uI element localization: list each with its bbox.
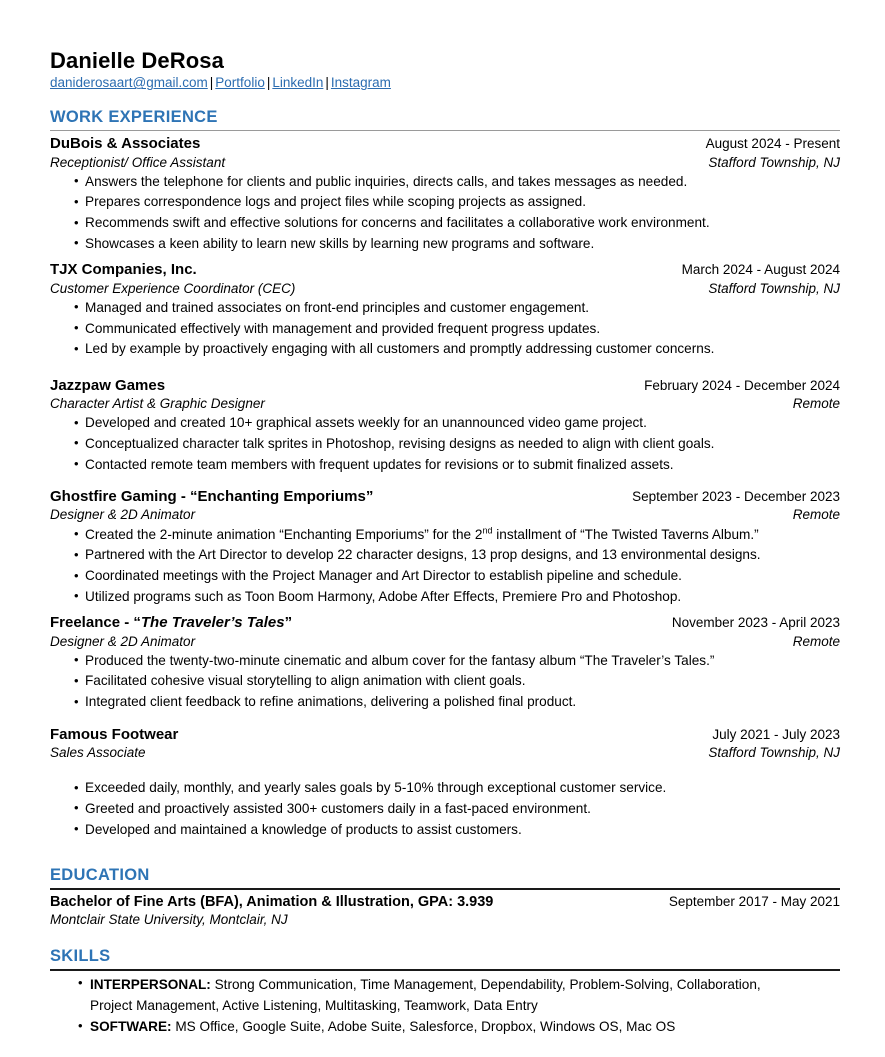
job-company: Jazzpaw Games bbox=[50, 376, 166, 394]
skill-label: SOFTWARE: bbox=[90, 1019, 172, 1035]
job-subheader-row bbox=[50, 744, 840, 761]
contact-separator-1: | bbox=[209, 75, 214, 91]
education-date: September 2017 - May 2021 bbox=[668, 894, 840, 910]
contact-separator-3: | bbox=[325, 75, 329, 91]
job-company-title-italic: The Traveler’s Tales bbox=[140, 614, 285, 632]
spacer bbox=[50, 475, 840, 487]
job-company-prefix: Ghostfire Gaming - bbox=[50, 488, 191, 506]
job-header-row bbox=[50, 613, 840, 632]
job-location: Remote bbox=[792, 396, 840, 411]
job-location: Stafford Township, NJ bbox=[708, 154, 840, 170]
list-item: • Developed and maintained a knowledge of products to assist customers. bbox=[50, 820, 840, 841]
job-company-title-quoted: “Enchanting Emporiums” bbox=[190, 488, 374, 506]
bullet-text-post: installment of “The Twisted Taverns Album.” bbox=[492, 526, 759, 542]
list-item: • Integrated client feedback to refine animations, delivering a polished final product. bbox=[50, 692, 840, 713]
list-item: • Coordinated meetings with the Project Manager and Art Director to establish pipeline and schedule. bbox=[50, 566, 840, 587]
portfolio-link[interactable]: Portfolio bbox=[215, 75, 265, 91]
job-entry-jazzpaw bbox=[50, 376, 840, 475]
list-item: • Facilitated cohesive visual storytelling to align animation with client goals. bbox=[50, 671, 840, 692]
job-subheader-row bbox=[50, 280, 840, 297]
job-company-prefix: Freelance - “ bbox=[50, 614, 141, 632]
spacer bbox=[50, 713, 840, 725]
skill-label: INTERPERSONAL: bbox=[90, 976, 211, 992]
instagram-link[interactable]: Instagram bbox=[330, 75, 391, 91]
education-header-row bbox=[50, 893, 840, 912]
job-subheader-row bbox=[50, 633, 840, 650]
job-company: DuBois & Associates bbox=[50, 135, 201, 153]
job-company: TJX Companies, Inc. bbox=[50, 261, 197, 279]
job-role: Receptionist/ Office Assistant bbox=[50, 154, 226, 170]
list-item: • Developed and created 10+ graphical assets weekly for an unannounced video game project. bbox=[50, 413, 840, 434]
job-date: September 2023 - December 2023 bbox=[632, 489, 840, 505]
job-subheader-row bbox=[50, 154, 840, 171]
list-item: • Showcases a keen ability to learn new skills by learning new programs and software. bbox=[50, 234, 840, 255]
job-header-row bbox=[50, 487, 840, 506]
section-heading-education: EDUCATION bbox=[50, 866, 150, 885]
job-entry-dubois bbox=[50, 134, 840, 254]
page-title: Danielle DeRosa bbox=[50, 48, 224, 73]
job-company bbox=[50, 487, 373, 506]
list-item: • Conceptualized character talk sprites in Photoshop, revising designs as needed to align with client goals. bbox=[50, 434, 840, 455]
job-location: Remote bbox=[792, 507, 840, 523]
education-entry bbox=[50, 893, 840, 927]
email-link[interactable]: daniderosaart@gmail.com bbox=[50, 75, 208, 91]
education-degree: Bachelor of Fine Arts (BFA), Animation & Illustration, GPA: 3.939 bbox=[50, 894, 494, 911]
job-bullets bbox=[50, 778, 840, 840]
job-bullets bbox=[50, 651, 840, 713]
list-item: • Recommends swift and effective solutions for concerns and facilitates a collaborative work environment. bbox=[50, 213, 840, 234]
bullet-text-pre: Created the 2-minute animation “Enchanting Emporiums” for the 2 bbox=[85, 526, 483, 542]
job-role: Customer Experience Coordinator (CEC) bbox=[50, 280, 296, 296]
job-role: Character Artist & Graphic Designer bbox=[50, 396, 265, 411]
contact-separator-2: | bbox=[266, 75, 271, 91]
job-role: Designer & 2D Animator bbox=[50, 507, 196, 523]
list-item: • Utilized programs such as Toon Boom Harmony, Adobe After Effects, Premiere Pro and Photoshop. bbox=[50, 587, 840, 608]
linkedin-link[interactable]: LinkedIn bbox=[272, 75, 324, 91]
job-entry-freelance bbox=[50, 613, 840, 712]
job-bullets bbox=[50, 413, 840, 475]
job-location: Remote bbox=[792, 633, 840, 649]
skill-value: Strong Communication, Time Management, Dependability, Problem-Solving, Collaboration, Project Management, Active Listening, Multitasking, Teamwork, Data Entry bbox=[90, 976, 761, 1014]
section-divider-skills bbox=[50, 969, 840, 971]
job-bullets bbox=[50, 298, 840, 360]
list-item: • Answers the telephone for clients and public inquiries, directs calls, and takes messages as needed. bbox=[50, 172, 840, 193]
resume-header bbox=[50, 48, 840, 92]
job-entry-ghostfire bbox=[50, 487, 840, 607]
list-item: • Produced the twenty-two-minute cinematic and album cover for the fantasy album “The Traveler’s Tales.” bbox=[50, 651, 840, 672]
job-header-row bbox=[50, 134, 840, 153]
job-company: Famous Footwear bbox=[50, 725, 179, 743]
skill-value: MS Office, Google Suite, Adobe Suite, Salesforce, Dropbox, Windows OS, Mac OS bbox=[171, 1019, 676, 1035]
spacer bbox=[50, 761, 840, 777]
list-item: • Exceeded daily, monthly, and yearly sales goals by 5-10% through exceptional customer service. bbox=[50, 778, 840, 799]
job-role: Designer & 2D Animator bbox=[50, 633, 196, 649]
spacer bbox=[50, 360, 840, 376]
job-bullets bbox=[50, 172, 840, 255]
job-header-row bbox=[50, 376, 840, 395]
job-date: November 2023 - April 2023 bbox=[671, 615, 840, 631]
job-subheader-row bbox=[50, 395, 840, 412]
ordinal-suffix: nd bbox=[482, 525, 493, 536]
section-heading-skills: SKILLS bbox=[50, 946, 111, 965]
job-header-row bbox=[50, 260, 840, 279]
job-role: Sales Associate bbox=[50, 744, 146, 760]
job-date: March 2024 - August 2024 bbox=[681, 262, 840, 278]
list-item: • Contacted remote team members with frequent updates for revisions or to submit finalized assets. bbox=[50, 455, 840, 476]
list-item: • Prepares correspondence logs and project files while scoping projects as assigned. bbox=[50, 192, 840, 213]
list-item: • Managed and trained associates on front-end principles and customer engagement. bbox=[50, 298, 840, 319]
job-company-suffix: ” bbox=[284, 614, 293, 632]
job-company bbox=[50, 613, 292, 632]
spacer bbox=[50, 840, 840, 866]
job-date: July 2021 - July 2023 bbox=[712, 726, 840, 742]
list-item bbox=[50, 1016, 780, 1037]
job-location: Stafford Township, NJ bbox=[708, 744, 840, 760]
job-location: Stafford Township, NJ bbox=[708, 280, 840, 296]
list-item: • Greeted and proactively assisted 300+ customers daily in a fast-paced environment. bbox=[50, 799, 840, 820]
contact-links bbox=[50, 75, 840, 92]
job-header-row bbox=[50, 725, 840, 744]
job-date: February 2024 - December 2024 bbox=[644, 377, 840, 393]
section-divider-education bbox=[50, 888, 840, 890]
list-item: • Communicated effectively with management and provided frequent progress updates. bbox=[50, 319, 840, 340]
list-item bbox=[50, 525, 840, 546]
spacer bbox=[50, 927, 840, 947]
list-item: • Led by example by proactively engaging with all customers and promptly addressing customer concerns. bbox=[50, 339, 840, 360]
job-date: August 2024 - Present bbox=[705, 136, 840, 152]
job-subheader-row bbox=[50, 506, 840, 523]
skills-list bbox=[50, 974, 840, 1037]
job-entry-tjx bbox=[50, 260, 840, 359]
list-item: • Partnered with the Art Director to develop 22 character designs, 13 prop designs, and 13 environmental designs. bbox=[50, 545, 840, 566]
section-heading-work-experience: WORK EXPERIENCE bbox=[50, 108, 218, 127]
job-entry-famous-footwear bbox=[50, 725, 840, 840]
education-school: Montclair State University, Montclair, NJ bbox=[50, 911, 288, 927]
list-item bbox=[50, 974, 780, 1016]
section-divider-work bbox=[50, 130, 840, 131]
job-bullets bbox=[50, 525, 840, 608]
